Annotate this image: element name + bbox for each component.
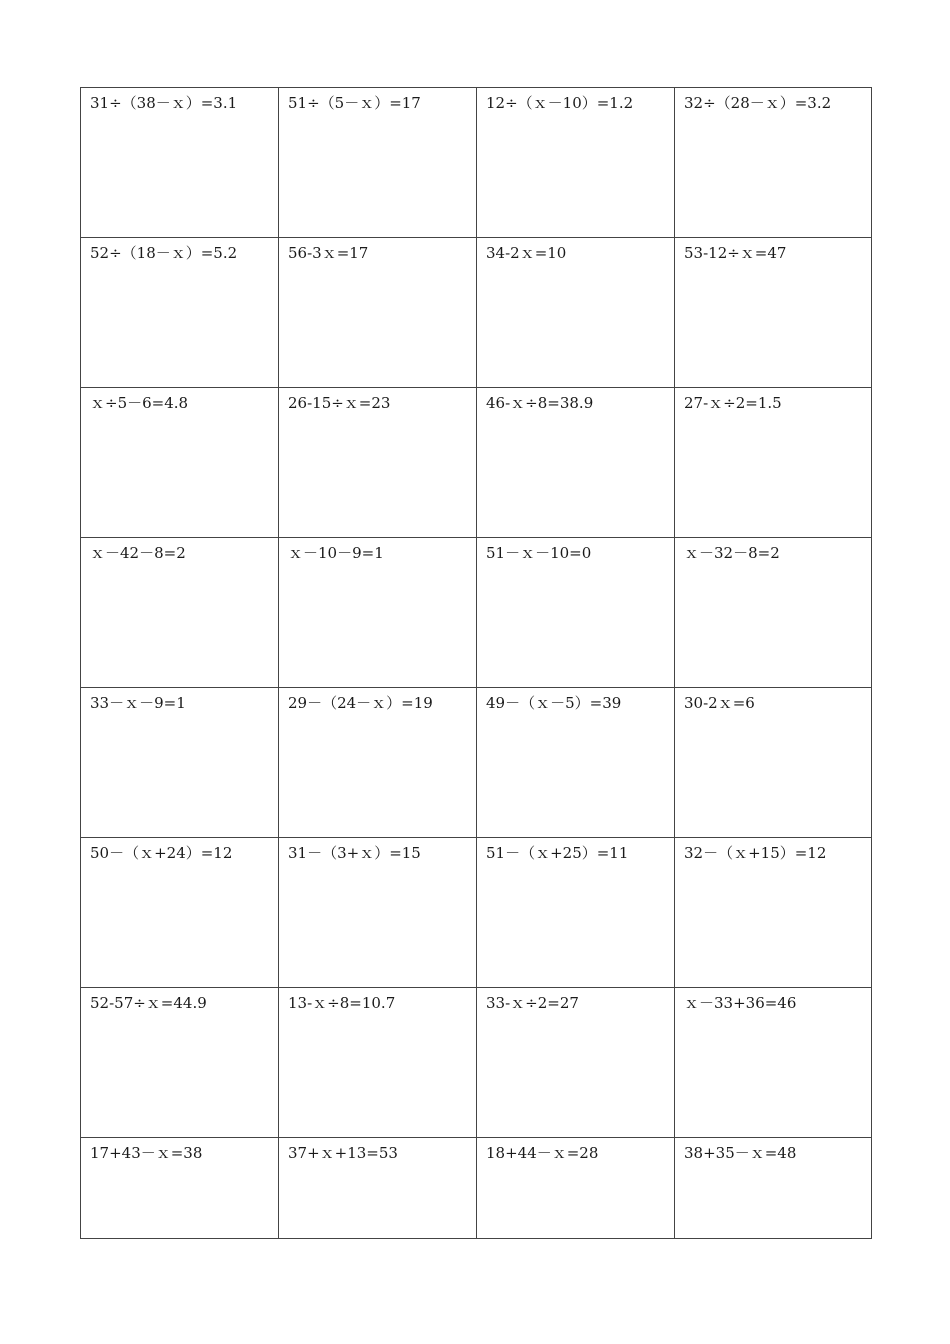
equation-cell: 18+44－ｘ=28 <box>477 1138 675 1239</box>
equation-cell: 29－（24－ｘ）=19 <box>279 688 477 838</box>
equation-cell: 52-57÷ｘ=44.9 <box>81 988 279 1138</box>
equation-cell: 38+35－ｘ=48 <box>675 1138 872 1239</box>
equation-cell: 30-2ｘ=6 <box>675 688 872 838</box>
worksheet-row <box>81 988 872 1138</box>
worksheet-row <box>81 238 872 388</box>
worksheet-row <box>81 88 872 238</box>
worksheet-row <box>81 838 872 988</box>
equation-worksheet-table <box>80 87 872 1239</box>
worksheet-row <box>81 388 872 538</box>
equation-cell: 13-ｘ÷8=10.7 <box>279 988 477 1138</box>
equation-cell: 51÷（5－ｘ）=17 <box>279 88 477 238</box>
equation-cell: ｘ－32－8=2 <box>675 538 872 688</box>
equation-cell: 33－ｘ－9=1 <box>81 688 279 838</box>
worksheet-row <box>81 1138 872 1239</box>
equation-cell: ｘ÷5－6=4.8 <box>81 388 279 538</box>
equation-cell: 46-ｘ÷8=38.9 <box>477 388 675 538</box>
equation-cell: 32－（ｘ+15）=12 <box>675 838 872 988</box>
equation-cell: 51－ｘ－10=0 <box>477 538 675 688</box>
equation-cell: 31－（3+ｘ）=15 <box>279 838 477 988</box>
equation-cell: 37+ｘ+13=53 <box>279 1138 477 1239</box>
equation-cell: ｘ－33+36=46 <box>675 988 872 1138</box>
equation-cell: 53-12÷ｘ=47 <box>675 238 872 388</box>
equation-cell: 56-3ｘ=17 <box>279 238 477 388</box>
equation-cell: 27-ｘ÷2=1.5 <box>675 388 872 538</box>
equation-cell: 52÷（18－ｘ）=5.2 <box>81 238 279 388</box>
equation-cell: 34-2ｘ=10 <box>477 238 675 388</box>
equation-cell: 33-ｘ÷2=27 <box>477 988 675 1138</box>
equation-cell: 49－（ｘ－5）=39 <box>477 688 675 838</box>
equation-cell: 12÷（ｘ－10）=1.2 <box>477 88 675 238</box>
equation-cell: 26-15÷ｘ=23 <box>279 388 477 538</box>
equation-cell: 32÷（28－ｘ）=3.2 <box>675 88 872 238</box>
equation-cell: 51－（ｘ+25）=11 <box>477 838 675 988</box>
worksheet-row <box>81 538 872 688</box>
equation-cell: ｘ－42－8=2 <box>81 538 279 688</box>
equation-cell: 17+43－ｘ=38 <box>81 1138 279 1239</box>
equation-cell: 50－（ｘ+24）=12 <box>81 838 279 988</box>
equation-cell: 31÷（38－ｘ）=3.1 <box>81 88 279 238</box>
worksheet-row <box>81 688 872 838</box>
equation-cell: ｘ－10－9=1 <box>279 538 477 688</box>
